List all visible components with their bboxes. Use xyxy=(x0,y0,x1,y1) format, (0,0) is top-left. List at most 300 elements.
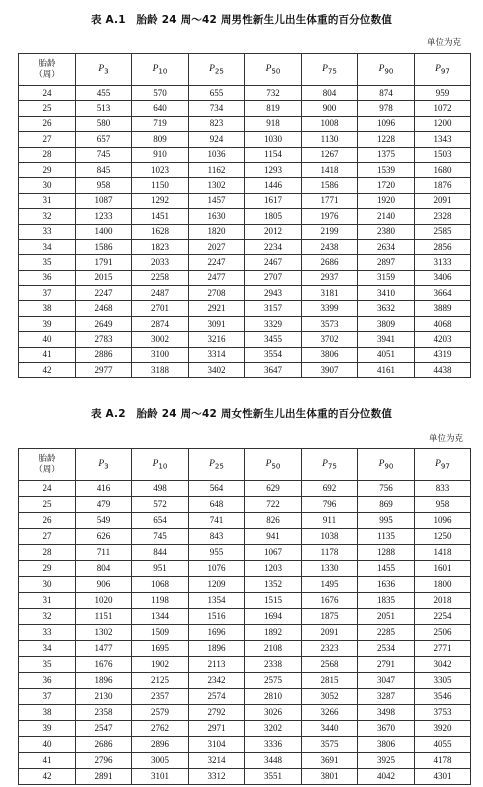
header-row xyxy=(19,54,471,86)
table-row xyxy=(19,497,471,513)
weight-cell: 1418 xyxy=(302,162,358,177)
percentile-header: $P_{75}$ xyxy=(302,449,358,481)
weight-cell: 3100 xyxy=(132,347,189,362)
weight-cell: 3691 xyxy=(302,753,358,769)
weight-cell: 3498 xyxy=(358,705,415,721)
gestational-age-cell: 36 xyxy=(19,673,76,689)
gestational-age-cell: 33 xyxy=(19,625,76,641)
weight-cell: 2338 xyxy=(245,657,302,673)
table-row xyxy=(19,347,471,362)
weight-cell: 2891 xyxy=(76,769,132,785)
weight-cell: 3047 xyxy=(358,673,415,689)
table-a2-title: 表 A.2 胎龄 24 周～42 周女性新生儿出生体重的百分位数值 xyxy=(90,408,393,420)
weight-cell: 2358 xyxy=(76,705,132,721)
weight-cell: 1198 xyxy=(132,593,189,609)
weight-cell: 3806 xyxy=(358,737,415,753)
weight-cell: 1630 xyxy=(189,209,245,224)
weight-cell: 1154 xyxy=(245,147,302,162)
percentile-header: $P_{10}$ xyxy=(132,54,189,86)
weight-cell: 1228 xyxy=(358,132,415,147)
weight-cell: 1354 xyxy=(189,593,245,609)
header-ga-unit: （周） xyxy=(34,69,60,80)
weight-cell: 4051 xyxy=(358,347,415,362)
weight-cell: 2783 xyxy=(76,332,132,347)
weight-cell: 796 xyxy=(302,497,358,513)
weight-cell: 640 xyxy=(132,101,189,116)
weight-cell: 3455 xyxy=(245,332,302,347)
weight-cell: 1800 xyxy=(415,577,471,593)
weight-cell: 1694 xyxy=(245,609,302,625)
table-row xyxy=(19,593,471,609)
weight-cell: 692 xyxy=(302,481,358,497)
gestational-age-cell: 42 xyxy=(19,769,76,785)
weight-cell: 2971 xyxy=(189,721,245,737)
weight-cell: 3402 xyxy=(189,363,245,378)
weight-cell: 3575 xyxy=(302,737,358,753)
weight-cell: 1539 xyxy=(358,162,415,177)
weight-cell: 756 xyxy=(358,481,415,497)
weight-cell: 513 xyxy=(76,101,132,116)
weight-cell: 911 xyxy=(302,513,358,529)
weight-cell: 1200 xyxy=(415,116,471,131)
weight-cell: 3002 xyxy=(132,332,189,347)
gestational-age-cell: 32 xyxy=(19,609,76,625)
weight-cell: 995 xyxy=(358,513,415,529)
weight-cell: 1292 xyxy=(132,193,189,208)
weight-cell: 1330 xyxy=(302,561,358,577)
weight-cell: 2886 xyxy=(76,347,132,362)
percentile-header: $P_{90}$ xyxy=(358,449,415,481)
weight-cell: 1344 xyxy=(132,609,189,625)
weight-cell: 3214 xyxy=(189,753,245,769)
gestational-age-cell: 24 xyxy=(19,481,76,497)
weight-cell: 1720 xyxy=(358,178,415,193)
percentile-header: $P_3$ xyxy=(76,449,132,481)
weight-cell: 745 xyxy=(132,529,189,545)
weight-cell: 2234 xyxy=(245,239,302,254)
weight-cell: 2130 xyxy=(76,689,132,705)
weight-cell: 2791 xyxy=(358,657,415,673)
weight-cell: 2574 xyxy=(189,689,245,705)
gestational-age-cell: 26 xyxy=(19,513,76,529)
weight-cell: 3216 xyxy=(189,332,245,347)
weight-cell: 2033 xyxy=(132,255,189,270)
weight-cell: 2943 xyxy=(245,286,302,301)
weight-cell: 1902 xyxy=(132,657,189,673)
table-row xyxy=(19,209,471,224)
weight-cell: 1503 xyxy=(415,147,471,162)
weight-cell: 2815 xyxy=(302,673,358,689)
weight-cell: 2027 xyxy=(189,239,245,254)
weight-cell: 455 xyxy=(76,86,132,101)
weight-cell: 648 xyxy=(189,497,245,513)
weight-cell: 4319 xyxy=(415,347,471,362)
weight-cell: 874 xyxy=(358,86,415,101)
weight-cell: 3406 xyxy=(415,270,471,285)
table-row xyxy=(19,673,471,689)
weight-cell: 1805 xyxy=(245,209,302,224)
weight-cell: 1036 xyxy=(189,147,245,162)
weight-cell: 3181 xyxy=(302,286,358,301)
gestational-age-cell: 41 xyxy=(19,347,76,362)
table-row xyxy=(19,769,471,785)
weight-cell: 657 xyxy=(76,132,132,147)
weight-cell: 2534 xyxy=(358,641,415,657)
table-row xyxy=(19,657,471,673)
weight-cell: 1267 xyxy=(302,147,358,162)
weight-cell: 1791 xyxy=(76,255,132,270)
weight-cell: 2506 xyxy=(415,625,471,641)
weight-cell: 1250 xyxy=(415,529,471,545)
weight-cell: 1875 xyxy=(302,609,358,625)
weight-cell: 1495 xyxy=(302,577,358,593)
weight-cell: 3546 xyxy=(415,689,471,705)
weight-cell: 2708 xyxy=(189,286,245,301)
weight-cell: 1636 xyxy=(358,577,415,593)
weight-cell: 3329 xyxy=(245,316,302,331)
gestational-age-cell: 38 xyxy=(19,705,76,721)
weight-cell: 2796 xyxy=(76,753,132,769)
weight-cell: 1451 xyxy=(132,209,189,224)
weight-cell: 2323 xyxy=(302,641,358,657)
table-row xyxy=(19,737,471,753)
table-row xyxy=(19,689,471,705)
weight-cell: 2328 xyxy=(415,209,471,224)
weight-cell: 629 xyxy=(245,481,302,497)
weight-cell: 2634 xyxy=(358,239,415,254)
weight-cell: 2467 xyxy=(245,255,302,270)
weight-cell: 3806 xyxy=(302,347,358,362)
gestational-age-cell: 40 xyxy=(19,737,76,753)
weight-cell: 2937 xyxy=(302,270,358,285)
gestational-age-header xyxy=(19,449,76,481)
weight-cell: 479 xyxy=(76,497,132,513)
weight-cell: 626 xyxy=(76,529,132,545)
weight-cell: 2977 xyxy=(76,363,132,378)
weight-cell: 2547 xyxy=(76,721,132,737)
weight-cell: 3670 xyxy=(358,721,415,737)
gestational-age-cell: 34 xyxy=(19,641,76,657)
weight-cell: 3801 xyxy=(302,769,358,785)
table-row xyxy=(19,332,471,347)
gestational-age-cell: 28 xyxy=(19,147,76,162)
weight-cell: 844 xyxy=(132,545,189,561)
weight-cell: 2357 xyxy=(132,689,189,705)
weight-cell: 1150 xyxy=(132,178,189,193)
weight-cell: 1293 xyxy=(245,162,302,177)
weight-cell: 3753 xyxy=(415,705,471,721)
table-a2 xyxy=(18,448,471,785)
weight-cell: 1288 xyxy=(358,545,415,561)
weight-cell: 3005 xyxy=(132,753,189,769)
table-row xyxy=(19,561,471,577)
weight-cell: 2897 xyxy=(358,255,415,270)
weight-cell: 3448 xyxy=(245,753,302,769)
weight-cell: 1820 xyxy=(189,224,245,239)
weight-cell: 1695 xyxy=(132,641,189,657)
weight-cell: 2579 xyxy=(132,705,189,721)
weight-cell: 1896 xyxy=(76,673,132,689)
weight-cell: 1209 xyxy=(189,577,245,593)
gestational-age-cell: 34 xyxy=(19,239,76,254)
weight-cell: 2921 xyxy=(189,301,245,316)
weight-cell: 1130 xyxy=(302,132,358,147)
weight-cell: 2792 xyxy=(189,705,245,721)
table-a1 xyxy=(18,53,471,378)
gestational-age-cell: 33 xyxy=(19,224,76,239)
weight-cell: 1151 xyxy=(76,609,132,625)
weight-cell: 906 xyxy=(76,577,132,593)
table-row xyxy=(19,162,471,177)
weight-cell: 1920 xyxy=(358,193,415,208)
gestational-age-cell: 40 xyxy=(19,332,76,347)
gestational-age-cell: 27 xyxy=(19,132,76,147)
table-row xyxy=(19,625,471,641)
gestational-age-cell: 36 xyxy=(19,270,76,285)
weight-cell: 823 xyxy=(189,116,245,131)
weight-cell: 3702 xyxy=(302,332,358,347)
weight-cell: 1087 xyxy=(76,193,132,208)
weight-cell: 1586 xyxy=(76,239,132,254)
weight-cell: 833 xyxy=(415,481,471,497)
weight-cell: 3026 xyxy=(245,705,302,721)
table-a2-unit: 单位为克 xyxy=(428,434,463,444)
weight-cell: 1823 xyxy=(132,239,189,254)
table-row xyxy=(19,116,471,131)
table-row xyxy=(19,481,471,497)
weight-cell: 2140 xyxy=(358,209,415,224)
weight-cell: 2051 xyxy=(358,609,415,625)
weight-cell: 2018 xyxy=(415,593,471,609)
weight-cell: 2874 xyxy=(132,316,189,331)
weight-cell: 2701 xyxy=(132,301,189,316)
weight-cell: 4203 xyxy=(415,332,471,347)
weight-cell: 3410 xyxy=(358,286,415,301)
weight-cell: 3941 xyxy=(358,332,415,347)
weight-cell: 3314 xyxy=(189,347,245,362)
gestational-age-cell: 37 xyxy=(19,286,76,301)
weight-cell: 1096 xyxy=(415,513,471,529)
table-row xyxy=(19,255,471,270)
weight-cell: 1302 xyxy=(189,178,245,193)
weight-cell: 1976 xyxy=(302,209,358,224)
weight-cell: 900 xyxy=(302,101,358,116)
weight-cell: 2342 xyxy=(189,673,245,689)
weight-cell: 1680 xyxy=(415,162,471,177)
weight-cell: 741 xyxy=(189,513,245,529)
table-row xyxy=(19,545,471,561)
weight-cell: 1135 xyxy=(358,529,415,545)
percentile-header: $P_{90}$ xyxy=(358,54,415,86)
weight-cell: 1068 xyxy=(132,577,189,593)
weight-cell: 1892 xyxy=(245,625,302,641)
table-row xyxy=(19,286,471,301)
weight-cell: 2285 xyxy=(358,625,415,641)
weight-cell: 3202 xyxy=(245,721,302,737)
weight-cell: 869 xyxy=(358,497,415,513)
weight-cell: 3159 xyxy=(358,270,415,285)
weight-cell: 941 xyxy=(245,529,302,545)
weight-cell: 1418 xyxy=(415,545,471,561)
table-row xyxy=(19,132,471,147)
gestational-age-cell: 35 xyxy=(19,255,76,270)
weight-cell: 2438 xyxy=(302,239,358,254)
percentile-header: $P_3$ xyxy=(76,54,132,86)
weight-cell: 734 xyxy=(189,101,245,116)
weight-cell: 1876 xyxy=(415,178,471,193)
weight-cell: 3266 xyxy=(302,705,358,721)
weight-cell: 1586 xyxy=(302,178,358,193)
table-row xyxy=(19,178,471,193)
weight-cell: 2585 xyxy=(415,224,471,239)
gestational-age-cell: 38 xyxy=(19,301,76,316)
weight-cell: 1515 xyxy=(245,593,302,609)
header-ga-label: 胎龄 xyxy=(38,454,56,465)
weight-cell: 2856 xyxy=(415,239,471,254)
weight-cell: 1601 xyxy=(415,561,471,577)
weight-cell: 2477 xyxy=(189,270,245,285)
percentile-header: $P_{97}$ xyxy=(415,449,471,481)
weight-cell: 2012 xyxy=(245,224,302,239)
header-ga-unit: （周） xyxy=(34,464,60,475)
weight-cell: 955 xyxy=(189,545,245,561)
weight-cell: 570 xyxy=(132,86,189,101)
weight-cell: 958 xyxy=(415,497,471,513)
table-row xyxy=(19,721,471,737)
table-row xyxy=(19,316,471,331)
weight-cell: 1343 xyxy=(415,132,471,147)
table-row xyxy=(19,753,471,769)
weight-cell: 1020 xyxy=(76,593,132,609)
weight-cell: 2247 xyxy=(189,255,245,270)
weight-cell: 1023 xyxy=(132,162,189,177)
weight-cell: 4301 xyxy=(415,769,471,785)
weight-cell: 2108 xyxy=(245,641,302,657)
weight-cell: 1676 xyxy=(76,657,132,673)
gestational-age-cell: 31 xyxy=(19,593,76,609)
weight-cell: 1302 xyxy=(76,625,132,641)
weight-cell: 826 xyxy=(245,513,302,529)
weight-cell: 3091 xyxy=(189,316,245,331)
weight-cell: 1676 xyxy=(302,593,358,609)
table-row xyxy=(19,363,471,378)
weight-cell: 959 xyxy=(415,86,471,101)
weight-cell: 1038 xyxy=(302,529,358,545)
percentile-header: $P_{10}$ xyxy=(132,449,189,481)
weight-cell: 4068 xyxy=(415,316,471,331)
weight-cell: 1233 xyxy=(76,209,132,224)
table-row xyxy=(19,529,471,545)
gestational-age-cell: 41 xyxy=(19,753,76,769)
weight-cell: 549 xyxy=(76,513,132,529)
weight-cell: 2380 xyxy=(358,224,415,239)
weight-cell: 1072 xyxy=(415,101,471,116)
weight-cell: 3632 xyxy=(358,301,415,316)
weight-cell: 804 xyxy=(76,561,132,577)
weight-cell: 958 xyxy=(76,178,132,193)
gestational-age-cell: 27 xyxy=(19,529,76,545)
weight-cell: 1516 xyxy=(189,609,245,625)
weight-cell: 2575 xyxy=(245,673,302,689)
weight-cell: 4042 xyxy=(358,769,415,785)
weight-cell: 2254 xyxy=(415,609,471,625)
gestational-age-cell: 24 xyxy=(19,86,76,101)
weight-cell: 732 xyxy=(245,86,302,101)
weight-cell: 3573 xyxy=(302,316,358,331)
weight-cell: 924 xyxy=(189,132,245,147)
header-row xyxy=(19,449,471,481)
gestational-age-cell: 25 xyxy=(19,101,76,116)
header-ga-label: 胎龄 xyxy=(38,59,56,70)
table-row xyxy=(19,705,471,721)
table-row xyxy=(19,301,471,316)
weight-cell: 745 xyxy=(76,147,132,162)
weight-cell: 910 xyxy=(132,147,189,162)
percentile-header: $P_{25}$ xyxy=(189,449,245,481)
weight-cell: 1835 xyxy=(358,593,415,609)
weight-cell: 4161 xyxy=(358,363,415,378)
weight-cell: 3312 xyxy=(189,769,245,785)
weight-cell: 3157 xyxy=(245,301,302,316)
weight-cell: 2771 xyxy=(415,641,471,657)
weight-cell: 3925 xyxy=(358,753,415,769)
weight-cell: 819 xyxy=(245,101,302,116)
weight-cell: 655 xyxy=(189,86,245,101)
weight-cell: 2015 xyxy=(76,270,132,285)
gestational-age-cell: 32 xyxy=(19,209,76,224)
gestational-age-cell: 39 xyxy=(19,721,76,737)
weight-cell: 2568 xyxy=(302,657,358,673)
gestational-age-cell: 30 xyxy=(19,577,76,593)
weight-cell: 572 xyxy=(132,497,189,513)
weight-cell: 3647 xyxy=(245,363,302,378)
table-a1-title: 表 A.1 胎龄 24 周～42 周男性新生儿出生体重的百分位数值 xyxy=(90,14,393,26)
percentile-header: $P_{75}$ xyxy=(302,54,358,86)
weight-cell: 3104 xyxy=(189,737,245,753)
weight-cell: 1771 xyxy=(302,193,358,208)
weight-cell: 1446 xyxy=(245,178,302,193)
weight-cell: 2707 xyxy=(245,270,302,285)
weight-cell: 1617 xyxy=(245,193,302,208)
weight-cell: 3664 xyxy=(415,286,471,301)
weight-cell: 1509 xyxy=(132,625,189,641)
weight-cell: 978 xyxy=(358,101,415,116)
weight-cell: 3305 xyxy=(415,673,471,689)
weight-cell: 843 xyxy=(189,529,245,545)
weight-cell: 1352 xyxy=(245,577,302,593)
weight-cell: 3399 xyxy=(302,301,358,316)
weight-cell: 2896 xyxy=(132,737,189,753)
weight-cell: 1400 xyxy=(76,224,132,239)
weight-cell: 1457 xyxy=(189,193,245,208)
weight-cell: 3052 xyxy=(302,689,358,705)
gestational-age-cell: 28 xyxy=(19,545,76,561)
weight-cell: 1178 xyxy=(302,545,358,561)
table-row xyxy=(19,86,471,101)
weight-cell: 2487 xyxy=(132,286,189,301)
weight-cell: 498 xyxy=(132,481,189,497)
table-row xyxy=(19,577,471,593)
weight-cell: 711 xyxy=(76,545,132,561)
gestational-age-cell: 30 xyxy=(19,178,76,193)
weight-cell: 2125 xyxy=(132,673,189,689)
weight-cell: 1162 xyxy=(189,162,245,177)
gestational-age-cell: 39 xyxy=(19,316,76,331)
weight-cell: 654 xyxy=(132,513,189,529)
gestational-age-cell: 42 xyxy=(19,363,76,378)
weight-cell: 2258 xyxy=(132,270,189,285)
gestational-age-cell: 37 xyxy=(19,689,76,705)
